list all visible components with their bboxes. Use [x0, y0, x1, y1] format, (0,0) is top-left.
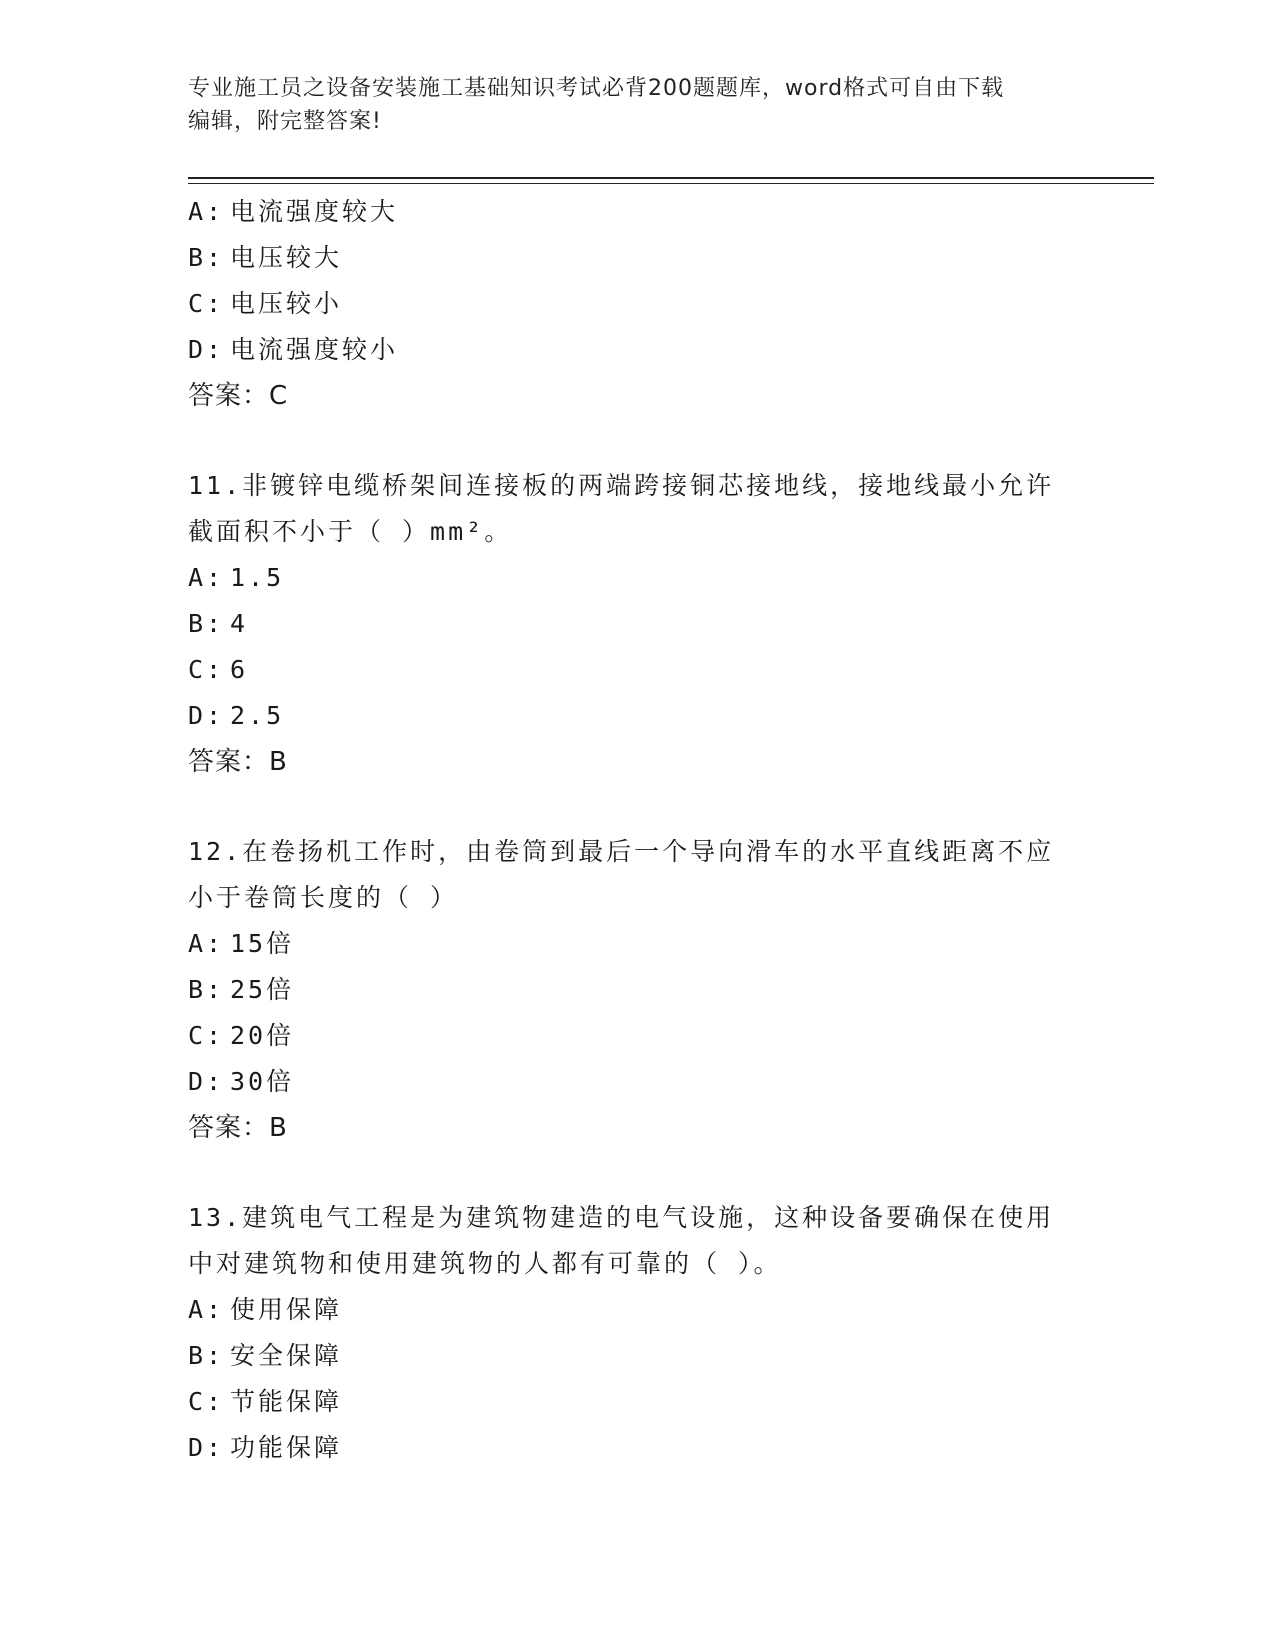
question-text-line-1: 11.非镀锌电缆桥架间连接板的两端跨接铜芯接地线，接地线最小允许: [188, 471, 1055, 500]
option-b: B: 安全保障: [188, 1341, 343, 1370]
question-11: [188, 463, 1088, 785]
option-d: D: 功能保障: [188, 1433, 343, 1462]
document-body: [188, 189, 1088, 1471]
option-c: C: 6: [188, 655, 249, 684]
option-b: B: 4: [188, 609, 249, 638]
option-c: C: 20倍: [188, 1021, 295, 1050]
header-divider-thin: [188, 183, 1154, 184]
header-line-1: 专业施工员之设备安装施工基础知识考试必背200题题库，word格式可自由下载: [188, 76, 1005, 101]
option-a: A: 1.5: [188, 563, 285, 592]
question-12: [188, 829, 1088, 1151]
option-c: C: 节能保障: [188, 1387, 343, 1416]
option-a: A: 电流强度较大: [188, 197, 399, 226]
document-header: [188, 72, 1088, 138]
question-text-line-2: 中对建筑物和使用建筑物的人都有可靠的（ ）。: [188, 1249, 782, 1278]
option-b: B: 电压较大: [188, 243, 343, 272]
option-d: D: 2.5: [188, 701, 285, 730]
question-text-line-1: 12.在卷扬机工作时，由卷筒到最后一个导向滑车的水平直线距离不应: [188, 837, 1055, 866]
option-c: C: 电压较小: [188, 289, 343, 318]
answer-line: 答案：C: [188, 381, 289, 411]
option-d: D: 30倍: [188, 1067, 295, 1096]
question-text-line-2: 小于卷筒长度的（ ）: [188, 883, 459, 912]
answer-line: 答案：B: [188, 747, 288, 777]
header-line-2: 编辑，附完整答案!: [188, 109, 382, 134]
answer-line: 答案：B: [188, 1113, 288, 1143]
option-b: B: 25倍: [188, 975, 295, 1004]
option-a: A: 使用保障: [188, 1295, 343, 1324]
question-text-line-2: 截面积不小于（ ）mm²。: [188, 517, 513, 546]
question-10-continued: [188, 189, 1088, 419]
question-13: [188, 1195, 1088, 1471]
option-a: A: 15倍: [188, 929, 295, 958]
header-divider-thick: [188, 177, 1154, 179]
question-text-line-1: 13.建筑电气工程是为建筑物建造的电气设施，这种设备要确保在使用: [188, 1203, 1055, 1232]
option-d: D: 电流强度较小: [188, 335, 399, 364]
